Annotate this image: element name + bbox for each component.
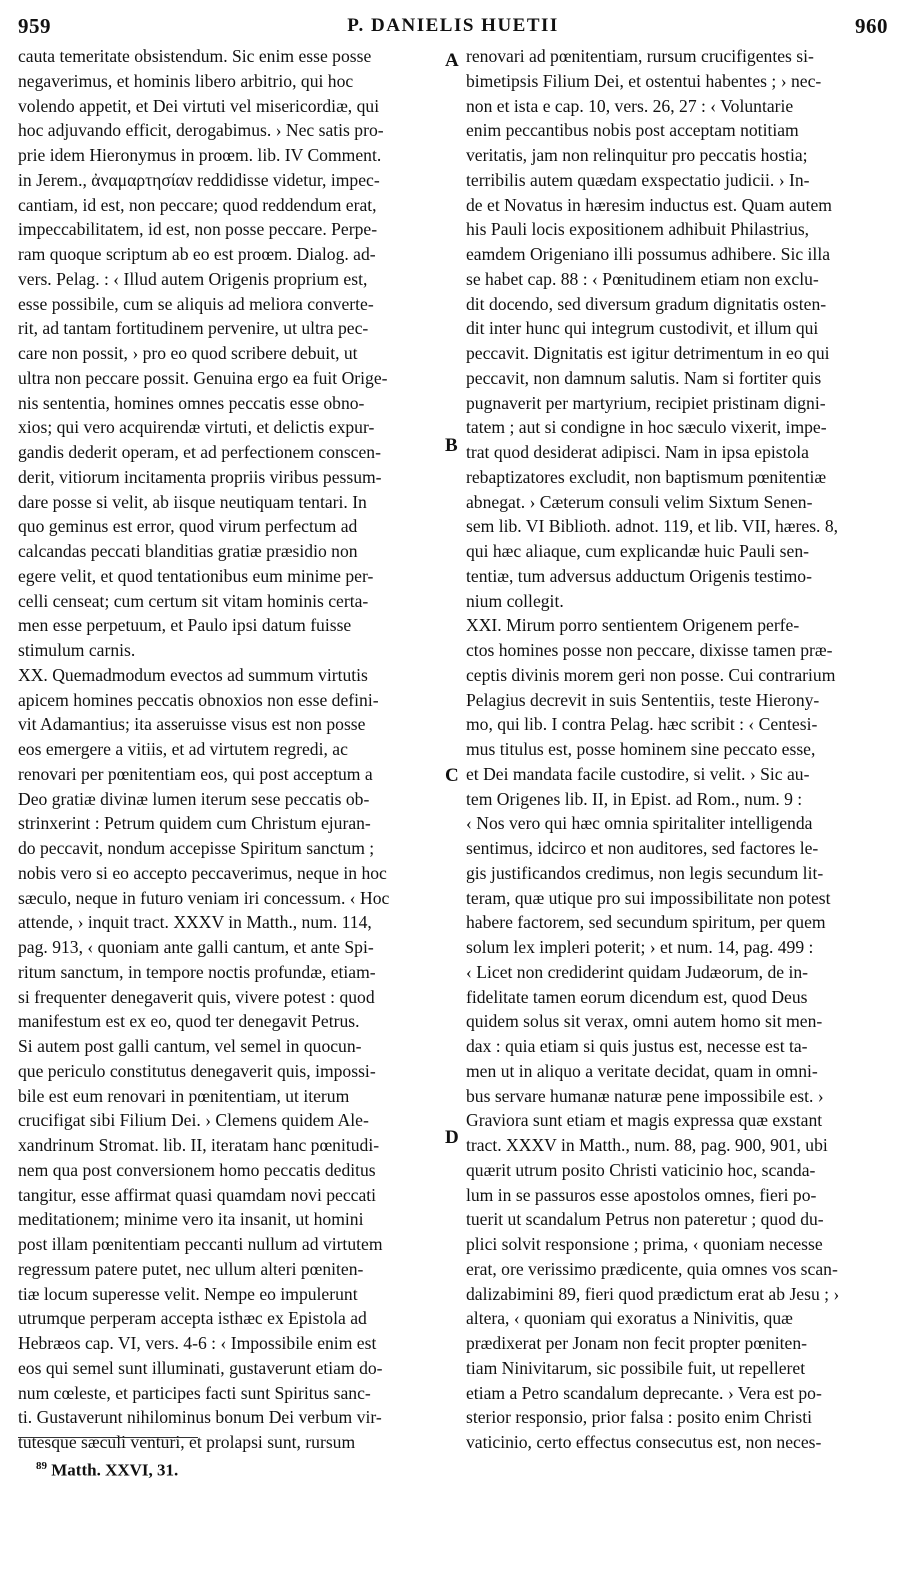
text-line: mus titulus est, posse hominem sine peccato esse, [466, 739, 816, 759]
text-line: cauta temeritate obsistendum. Sic enim esse posse [18, 46, 372, 66]
margin-letter-d: D [445, 1127, 459, 1148]
right-page-number: 960 [855, 14, 888, 38]
text-line: terribilis autem quædam exspectatio judicii. › In- [466, 169, 810, 190]
text-line: manifestum est ex eo, quod ter denegavit Petrus. [18, 1011, 360, 1032]
text-line: crucifigat sibi Filium Dei. › Clemens quidem Ale- [18, 1110, 369, 1131]
text-line: veritatis, jam non relinquitur pro peccatis hostia; [466, 145, 808, 165]
text-line: pag. 913, ‹ quoniam ante galli cantum, et ante Spi- [18, 937, 374, 957]
text-line: quærit utrum posito Christi vaticinio hoc, scanda- [466, 1159, 816, 1180]
text-line: pugnaverit per martyrium, recipiet pristinam digni- [466, 392, 826, 413]
text-line: Pelagius decrevit in suis Sententiis, teste Hierony- [466, 689, 820, 710]
text-line: se habet cap. 88 : ‹ Pœnitudinem etiam non exclu- [466, 268, 819, 289]
right-column [466, 44, 886, 1455]
text-line: que periculo constitutus denegaverit quis, impossi- [18, 1060, 376, 1081]
text-line: men esse perpetuum, et Paulo ipsi datum fuisse [18, 615, 352, 636]
text-line: dit inter hunc qui integrum custodivit, et illum qui [466, 318, 819, 339]
text-line: erat, ore verissimo prædicente, quia omnes vos scan- [466, 1258, 838, 1279]
text-line: rit, ad tantam fortitudinem pervenire, ut ultra pec- [18, 318, 369, 339]
text-line: men ut in aliquo a veritate decidat, quam in omni- [466, 1060, 818, 1081]
text-line: Si autem post galli cantum, vel semel in quocun- [18, 1036, 362, 1056]
text-line: sæculo, neque in futuro veniam iri concessum. ‹ Hoc [18, 887, 390, 908]
text-line: strinxerint : Petrum quidem cum Christum ejuran- [18, 813, 371, 834]
text-line: habere factorem, sed secundum spiritum, per quem [466, 912, 826, 933]
text-line: tutesque sæculi venturi, et prolapsi sunt, rursum [18, 1432, 356, 1452]
text-line: xandrinum Stromat. lib. II, iteratam hanc pœnitudi- [18, 1135, 380, 1155]
text-line: cantiam, id est, non peccare; quod reddendum erat, [18, 194, 377, 215]
text-line: ‹ Nos vero qui hæc omnia spiritaliter intelligenda [466, 813, 813, 834]
text-line: etiam a Petro scandalum deprecante. › Vera est po- [466, 1382, 822, 1403]
margin-letter-a: A [445, 50, 459, 71]
text-line: his Pauli locis expositionem adhibuit Philastrius, [466, 219, 810, 240]
text-line: nis sententia, homines omnes peccatis esse obno- [18, 392, 365, 413]
text-line: prie idem Hieronymus in proœm. lib. IV Comment. [18, 145, 382, 165]
text-line: ultra non peccare possit. Genuina ergo ea fuit Orige- [18, 367, 388, 388]
text-line: eos qui semel sunt illuminati, gustaverunt etiam do- [18, 1357, 383, 1378]
footnote-text: Matth. XXVI, 31. [51, 1460, 179, 1480]
text-line: post illam pœnitentiam peccanti nullum ad virtutem [18, 1234, 383, 1254]
text-line: nium collegit. [466, 590, 564, 611]
text-line: egere velit, et quod tentationibus eum minime per- [18, 565, 374, 586]
text-line: num cœleste, et participes facti sunt Spiritus sanc- [18, 1382, 371, 1403]
text-line: ti. Gustaverunt nihilominus bonum Dei verbum vir- [18, 1407, 382, 1428]
text-line: derit, vitiorum incitamenta propriis viribus pessum- [18, 466, 382, 487]
text-line: stimulum carnis. [18, 640, 136, 660]
text-line: XXI. Mirum porro sentientem Origenem perfe- [466, 615, 800, 636]
text-line: mo, qui lib. I contra Pelag. hæc scribit : ‹ Centesi- [466, 714, 818, 735]
text-line: gis justificandos credimus, non legis secundum lit- [466, 862, 824, 883]
text-line: Graviora sunt etiam et magis expressa quæ exstant [466, 1110, 823, 1131]
text-line: fidelitate tamen eorum dicendum est, quod Deus [466, 986, 808, 1007]
text-line: dit docendo, sed diversum gradum dignitatis osten- [466, 293, 827, 314]
text-line: regressum patere putet, nec ullum alteri pœniten- [18, 1258, 364, 1279]
text-line: quo geminus est error, quod virum perfectum ad [18, 516, 358, 537]
text-line: dare posse si velit, ab iisque neutiquam tentari. In [18, 491, 367, 512]
text-line: qui hæc aliaque, cum explicandæ huic Pauli sen- [466, 541, 809, 561]
text-line: celli censeat; cum certum sit vitam hominis certa- [18, 590, 369, 611]
text-line: vers. Pelag. : ‹ Illud autem Origenis proprium est, [18, 268, 368, 289]
text-line: eos emergere a vitiis, et ad virtutem regredi, ac [18, 739, 348, 759]
text-line: meditationem; minime vero ita insanit, ut homini [18, 1209, 364, 1230]
text-line: negaverimus, et hominis libero arbitrio, qui hoc [18, 70, 354, 91]
text-line: impeccabilitatem, id est, non posse peccare. Perpe- [18, 219, 378, 240]
text-line: rebaptizatores excludit, non baptismum pœnitentiæ [466, 466, 827, 487]
text-line: renovari ad pœnitentiam, rursum crucifigentes si- [466, 46, 814, 66]
text-line: care non possit, › pro eo quod scribere debuit, ut [18, 343, 358, 363]
text-line: tatem ; aut si condigne in hoc sæculo vixerit, impe- [466, 417, 827, 438]
margin-letter-b: B [445, 435, 458, 456]
text-line: Hebræos cap. VI, vers. 4-6 : ‹ Impossibile enim est [18, 1333, 377, 1353]
text-line: tiam Ninivitarum, sic possibile fuit, ut repelleret [466, 1357, 806, 1378]
text-line: non et ista e cap. 10, vers. 26, 27 : ‹ Voluntarie [466, 95, 794, 116]
text-line: tuerit ut scandalum Petrus non pateretur ; quod du- [466, 1209, 824, 1230]
text-line: teram, quæ utique pro sui impossibilitate non potest [466, 887, 831, 908]
text-line: tiæ locum superesse velit. Nempe eo impulerunt [18, 1283, 358, 1304]
text-line: peccavit, non damnum salutis. Nam si fortiter quis [466, 367, 822, 388]
text-line: tem Origenes lib. II, in Epist. ad Rom., num. 9 : [466, 788, 803, 809]
text-line: enim peccantibus nobis post acceptam notitiam [466, 120, 799, 141]
text-line: ceptis divinis morem geri non posse. Cui contrarium [466, 664, 836, 685]
text-line: dalizabimini 89, fieri quod prædictum erat ab Jesu ; › [466, 1283, 840, 1304]
text-line: ram quoque scriptum ab eo est proœm. Dialog. ad- [18, 244, 376, 264]
page-header [18, 14, 888, 44]
text-line: eamdem Origeniano illi possumus adhibere. Sic illa [466, 244, 831, 264]
footnote [36, 1460, 178, 1481]
text-line: sterior responsio, prior falsa : posito enim Christi [466, 1407, 812, 1428]
text-line: peccavit. Dignitatis est igitur detrimentum in eo qui [466, 343, 830, 363]
text-line: sem lib. VI Biblioth. adnot. 119, et lib. VII, hæres. 8, [466, 516, 839, 537]
text-line: altera, ‹ quoniam qui exoratus a Ninivitis, quæ [466, 1308, 793, 1329]
text-line: calcandas peccati blanditias gratiæ præsidio non [18, 541, 358, 561]
text-line: si frequenter denegaverit quis, vivere potest : quod [18, 986, 375, 1007]
text-line: bile est eum renovari in pœnitentiam, ut iterum [18, 1085, 350, 1106]
text-line: vit Adamantius; ita asseruisse visus est non posse [18, 714, 366, 735]
left-column [18, 44, 443, 1455]
text-line: do peccavit, nondum accepisse Spiritum sanctum ; [18, 838, 375, 858]
text-line: abnegat. › Cæterum consuli velim Sixtum Senen- [466, 491, 813, 512]
text-line: ritum sanctum, in tempore noctis profundæ, etiam- [18, 961, 376, 982]
text-line: nem qua post conversionem homo peccatis deditus [18, 1159, 376, 1180]
running-title: P. DANIELIS HUETII [347, 15, 559, 36]
text-line: plici solvit responsione ; prima, ‹ quoniam necesse [466, 1234, 823, 1254]
text-line: sentimus, idcirco et non auditores, sed factores le- [466, 838, 819, 858]
text-line: et Dei mandata facile custodire, si velit. › Sic au- [466, 763, 810, 784]
text-line: XX. Quemadmodum evectos ad summum virtutis [18, 664, 368, 685]
text-line: renovari per pœnitentiam eos, qui post acceptum a [18, 763, 373, 784]
left-page-number: 959 [18, 14, 51, 38]
footnote-marker: 89 [36, 1460, 47, 1472]
text-line: tract. XXXV in Matth., num. 88, pag. 900, 901, ubi [466, 1135, 828, 1155]
text-line: in Jerem., ἀναμαρτησίαν reddidisse videtur, impec- [18, 169, 380, 190]
margin-letter-c: C [445, 765, 459, 786]
text-line: hoc adjuvando efficit, derogabimus. › Nec satis pro- [18, 120, 384, 141]
text-line: quidem solus sit verax, omni autem homo sit men- [466, 1011, 823, 1032]
text-line: bimetipsis Filium Dei, et ostentui habentes ; › nec- [466, 70, 822, 91]
footnote-rule [18, 1437, 198, 1438]
text-line: attende, › inquit tract. XXXV in Matth., num. 114, [18, 912, 372, 933]
text-line: gandis dederit operam, et ad perfectionem conscen- [18, 442, 381, 462]
text-line: dax : quia etiam si quis justus est, necesse est ta- [466, 1036, 808, 1056]
text-line: volendo appetit, et Dei virtuti vel misericordiæ, qui [18, 95, 380, 116]
text-line: trat quod desiderat adipisci. Nam in ipsa epistola [466, 442, 809, 462]
text-line: utrumque perperam accepta isthæc ex Epistola ad [18, 1308, 367, 1329]
text-line: nobis vero si eo accepto peccaverimus, neque in hoc [18, 862, 387, 883]
text-line: xios; qui vero acquirendæ virtuti, et delictis expur- [18, 417, 375, 438]
text-line: solum lex impleri poterit; › et num. 14, pag. 499 : [466, 937, 814, 957]
text-line: tangitur, esse affirmat quasi quamdam novi peccati [18, 1184, 377, 1205]
text-line: ctos homines posse non peccare, dixisse tamen præ- [466, 640, 833, 660]
text-line: bus servare humanæ naturæ pene impossibile est. › [466, 1085, 824, 1106]
text-line: Deo gratiæ divinæ lumen iterum sese peccatis ob- [18, 788, 370, 809]
text-line: de et Novatus in hæresim inductus est. Quam autem [466, 194, 832, 215]
text-line: tentiæ, tum adversus adductum Origenis testimo- [466, 565, 812, 586]
text-line: ‹ Licet non crediderint quidam Judæorum, de in- [466, 961, 809, 982]
text-line: vaticinio, certo effectus consecutus est, non neces- [466, 1432, 822, 1452]
text-line: esse possibile, cum se aliquis ad meliora converte- [18, 293, 374, 314]
text-line: lum in se passuros esse apostolos omnes, fieri po- [466, 1184, 817, 1205]
text-line: prædixerat per Jonam non fecit propter pœniten- [466, 1333, 808, 1353]
text-line: apicem homines peccatis obnoxios non esse defini- [18, 689, 379, 710]
